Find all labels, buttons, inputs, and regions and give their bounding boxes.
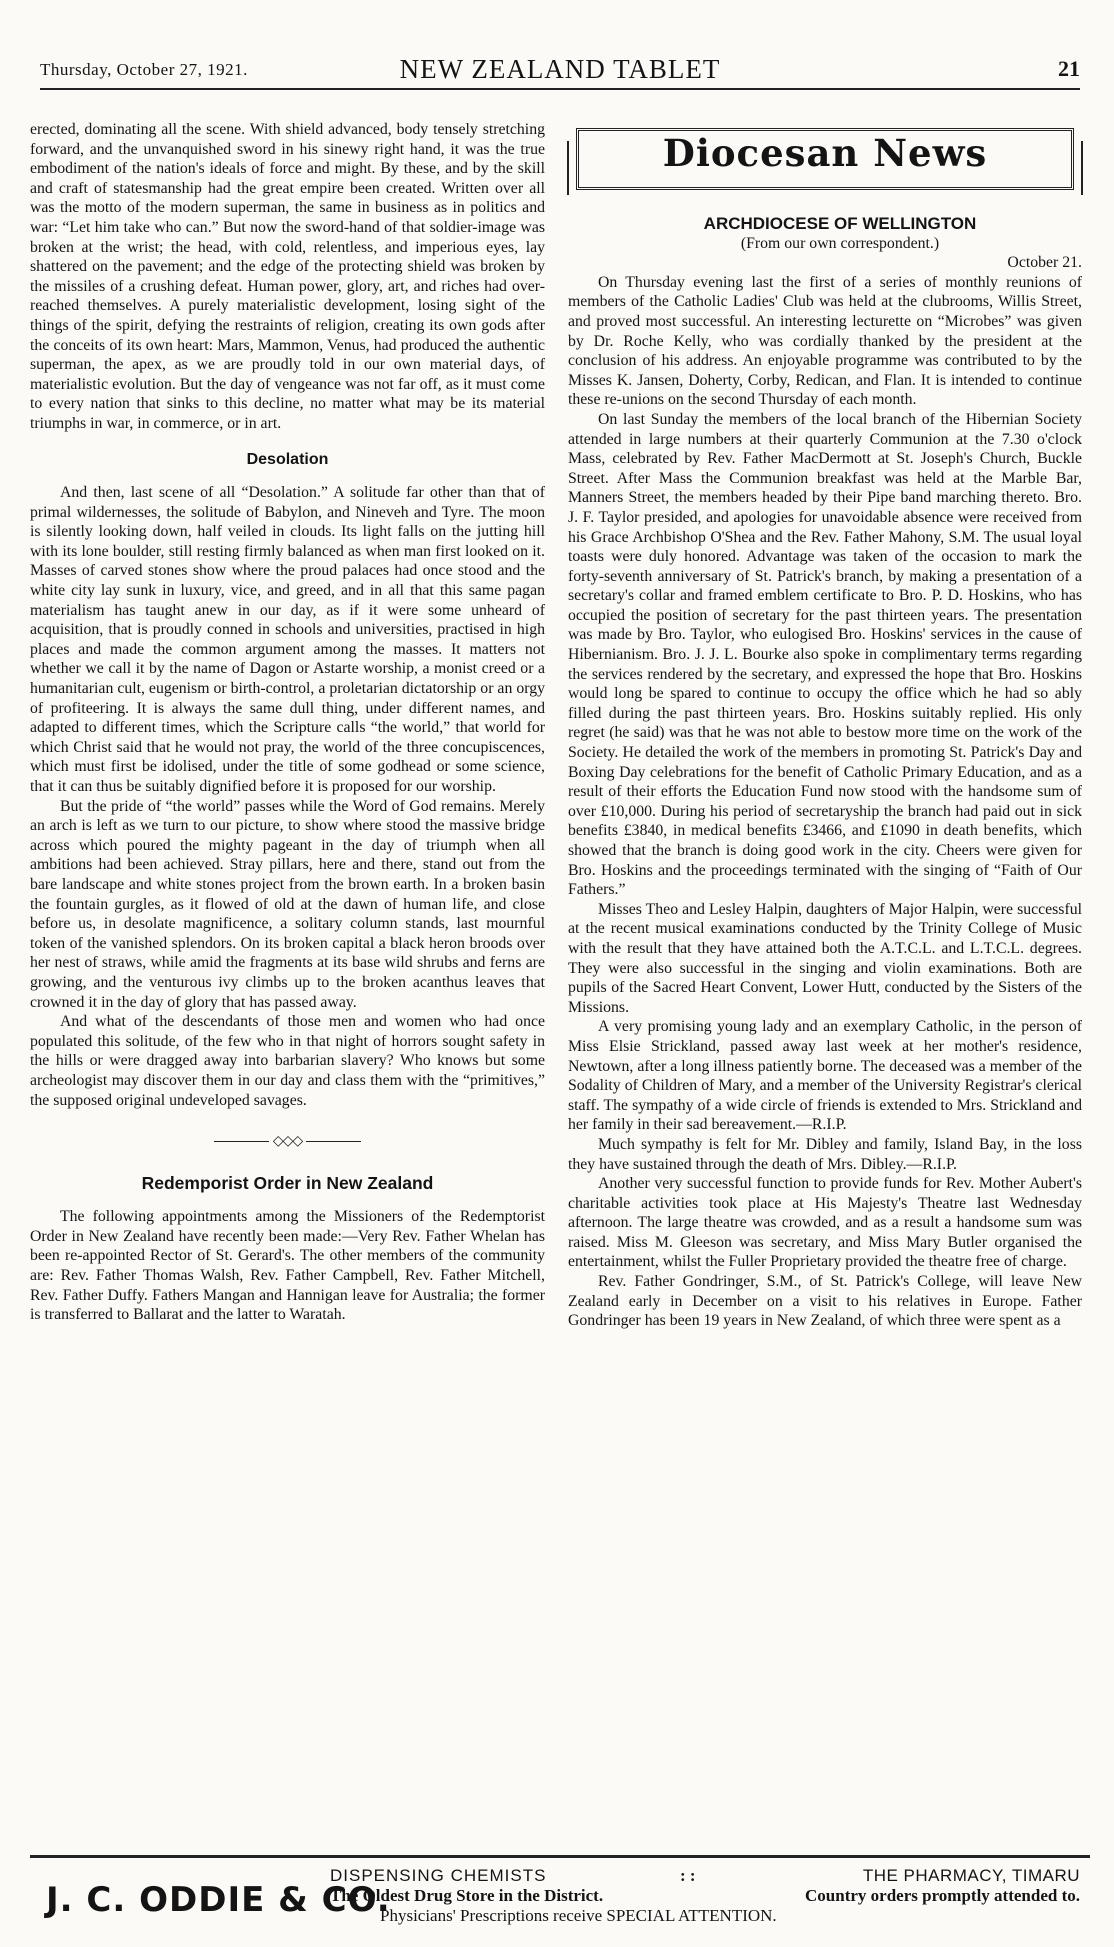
ad-right-line-1: THE PHARMACY, TIMARU [862,1866,1080,1885]
byline: (From our own correspondent.) [740,234,940,252]
ad-separator: : : [680,1866,696,1885]
advertisement-footer [30,1855,1090,1938]
section-heading-redemptorist: Redemporist Order in New Zealand [141,1172,434,1193]
masthead [40,52,1080,90]
section-heading-desolation: Desolation [246,450,329,468]
dateline: October 21. [1007,254,1082,272]
diocesan-news-banner [568,120,1082,204]
article-paragraph: erected, dominating all the scene. With shield advanced, body tensely stretching forward, and the unvanquished sword in his sinewy right hand, it was the true embodiment of the nation's ideals of force and might. By these, and by the skill and craft of statesmanship had the great empire been created. Written over all was the motto of the modern superman, the same in business as in politics and war: “Let him take who can.” But now the sword-hand of that soldier-image was broken at the wrist; the head, with cold, relentless, and imperious eyes, lay shattered on the pavement; and the edge of the protecting shield was broken by the missiles of a crushing defeat. Human power, glory, art, and riches had over-reached themselves. A purely materialistic development, losing sight of the things of the spirit, defying the restraints of religion, creating its own gods after the conceits of its own heart: Mars, Mammon, Venus, had produced the authentic superman, the apex, as we are proudly told in our own material days, of materialistic evolution. But the day of vengeance was not far off, as it must come to every nation that sinks to this decline, no matter what may be its material triumphs in war, in commerce, or in art. [30,121,545,432]
left-column [30,120,545,1325]
article-paragraph: Much sympathy is felt for Mr. Dibley and family, Island Bay, in the loss they have sustained through the death of Mrs. Dibley.—R.I.P. [568,1135,1082,1173]
page-number: 21 [1058,56,1080,81]
diocesan-news-title: Diocesan News [662,131,988,175]
right-column [568,120,1082,1331]
ad-line-3: Physicians' Prescriptions receive SPECIAL ATTENTION. [380,1906,777,1925]
article-paragraph: But the pride of “the world” passes while the Word of God remains. Merely an arch is left as we turn to our picture, to show where stood the massive bridge across which poured the mighty pageant in the day of triumph when all ambitions had been achieved. Stray pillars, here and there, stand out from the bare landscape and white stones project from the brown earth. In a broken basin the fountain gurgles, as it flowed of old at the dawn of human life, and close before us, in desolate magnificence, a solitary column stands, last mournful token of the vanished splendors. On its broken capital a black heron broods over her nest of straws, while amid the fragments at its base wild shrubs and ferns are growing, and the venturous ivy climbs up to the broken acanthus leaves that crowned it in the day of glory that has passed away. [30,797,545,1011]
article-paragraph: A very promising young lady and an exemplary Catholic, in the person of Miss Elsie Strickland, passed away last week at her mother's residence, Newtown, after a long illness patiently borne. The deceased was a member of the Sodality of Children of Mary, and a member of the University Registrar's clerical staff. The sympathy of a wide circle of friends is extended to Mrs. Strickland and her family in their sad bereavement.—R.I.P. [568,1018,1082,1134]
article-paragraph: On Thursday evening last the first of a series of monthly reunions of members of the Catholic Ladies' Club was held at the clubrooms, Willis Street, and proved most successful. An interesting lecturette on “Microbes” was given by Dr. Roche Kelly, who was cordially thanked by the president at the conclusion of his address. An enjoyable programme was contributed to by the Misses K. Jansen, Doherty, Corby, Redican, and Flan. It is intended to continue these re-unions on the second Thursday of each month. [568,273,1082,409]
ad-right-line-2: Country orders promptly attended to. [805,1886,1080,1905]
newspaper-title: NEW ZEALAND TABLET [399,54,721,84]
section-divider [30,1132,545,1152]
ad-line-2: The Oldest Drug Store in the District. [330,1886,604,1905]
article-paragraph: The following appointments among the Missioners of the Redemptorist Order in New Zealand have recently been made:—Very Rev. Father Whelan has been re-appointed Rector of St. Gerard's. The other members of the community are: Rev. Father Thomas Walsh, Rev. Father Campbell, Rev. Father Mitchell, Rev. Father Duffy. Fathers Mangan and Hannigan leave for Australia; the former is transferred to Ballarat and the latter to Waratah. [30,1208,545,1324]
advertiser-brand: J. C. ODDIE & CO. [46,1880,391,1920]
advertisement-text [330,1866,777,1926]
divider-ornament: ◇◇◇ [272,1134,303,1150]
article-paragraph: Rev. Father Gondringer, S.M., of St. Patrick's College, will leave New Zealand early in December on a visit to his relatives in Europe. Father Gondringer has been 19 years in New Zealand, of which three were spent as a [568,1273,1082,1330]
archdiocese-heading: ARCHDIOCESE OF WELLINGTON [703,214,977,233]
article-paragraph: And then, last scene of all “Desolation.” A solitude far other than that of primal wildernesses, the solitude of Babylon, and Nineveh and Tyre. The moon is silently looking down, half veiled in clouds. Its light falls on the jutting hill with its lone boulder, still resting firmly balanced as when man first looked on it. Masses of carved stones show where the proud palaces had once stood and the white city lay sunk in luxury, vice, and greed, and in all that this same pagan materialism has taught anew in our day, as if it were some unheard of acquisition, that is proudly conned in schools and universities, practised in high places and made the common argument among the masses. It matters not whether we call it by the name of Dagon or Astarte worship, a monist creed or a humanitarian cult, eugenism or birth-control, a proletarian dictatorship or an orgy of profiteering. It is always the same dull thing, under different names, and adapted to different times, which the Scripture calls “the world,” that world for which Christ said that he would not pray, the world of the three concupiscences, which must first be idolised, under the title of some godhead or some science, that it can thus be suitably dignified before it is proposed for our worship. [30,484,545,795]
article-paragraph: On last Sunday the members of the local branch of the Hibernian Society attended in large numbers at their quarterly Communion at the 7.30 o'clock Mass, celebrated by Rev. Father MacDermott at St. Joseph's Church, Buckle Street. After Mass the Communion breakfast was held at the Marble Bar, Manners Street, the members headed by their Pipe band marching thereto. Bro. J. F. Taylor presided, and apologies for unavoidable absence were received from his Grace Archbishop O'Shea and the Rev. Father Mahony, S.M. The usual loyal toasts were duly honored. Advantage was taken of the occasion to mark the forty-seventh anniversary of St. Patrick's branch, by making a presentation of a secretary's collar and framed emblem certificate to Bro. P. D. Hoskins, who has occupied the position of secretary for the past thirteen years. The presentation was made by Bro. Taylor, who eulogised Bro. Hoskins' services in the cause of Hibernianism. Bro. J. J. L. Bourke also spoke in complimentary terms regarding the services rendered by the secretary, and expressed the hope that Bro. Hoskins would long be spared to continue to occupy the office which he had so ably filled during the past thirteen years. Bro. Hoskins suitably replied. His only regret (he said) was that he was not able to bestow more time on the work of the Society. He detailed the work of the members in promoting St. Patrick's Day and Boxing Day celebrations for the benefit of Catholic Primary Education, and as a result of their efforts the Education Fund now stood with the handsome sum of over £10,000. During his period of secretaryship the branch had paid out in sick benefits £3840, in medical benefits £3466, and £1090 in death benefits, which showed that the branch is doing good work in the city. Cheers were given for Bro. Hoskins and the proceedings terminated with the singing of “Faith of Our Fathers.” [568,410,1082,899]
article-paragraph: Another very successful function to provide funds for Rev. Mother Aubert's charitable activities took place at His Majesty's Theatre last Wednesday afternoon. The large theatre was crowded, and as a result a handsome sum was raised. Miss M. Gleeson was secretary, and Miss Mary Butler organised the entertainment, whilst the Fuller Proprietary provided the theatre free of charge. [568,1175,1082,1271]
advertisement-right [780,1866,1080,1906]
article-paragraph: And what of the descendants of those men and women who had once populated this solitude, of the few who in that night of horrors sought safety in the hills or were dragged away into barbarian slavery? Who knows but some archeologist may discover them in our day and class them with the “primitives,” the supposed original undeveloped savages. [30,1013,545,1109]
ad-line-1: DISPENSING CHEMISTS [330,1866,547,1885]
issue-date: Thursday, October 27, 1921. [40,60,248,79]
article-paragraph: Misses Theo and Lesley Halpin, daughters of Major Halpin, were successful at the recent musical examinations conducted by the Trinity College of Music with the result that they have attained both the A.T.C.L. and L.T.C.L. degrees. They were also successful in the singing and violin examinations. Both are pupils of the Sacred Heart Convent, Lower Hutt, conducted by the Sisters of the Missions. [568,900,1082,1016]
